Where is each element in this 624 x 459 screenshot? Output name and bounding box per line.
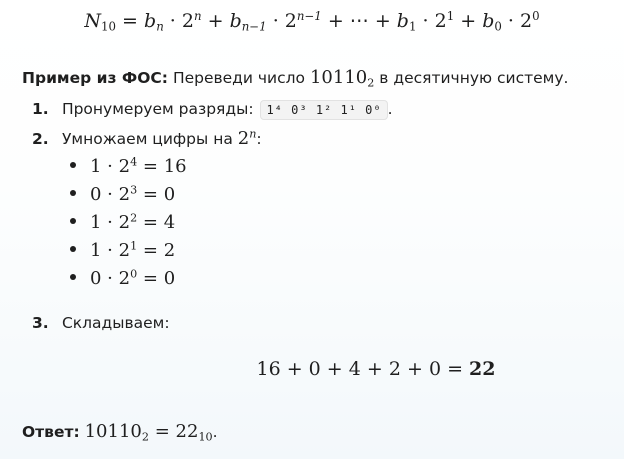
answer-line: Ответ: $10110_2 = 22_{10}$. [22,421,218,444]
formula-lhs: N [84,10,102,32]
bullet-icon [70,162,76,168]
answer-label: Ответ: [22,423,80,441]
example-text-before: Переведи число [172,69,306,87]
step-1: 1. Пронумеруем разряды: 1⁴ 0³ 1² 1¹ 0⁰ . [32,100,393,118]
example-text-after: в десятичную систему. [379,69,569,87]
general-formula: $N_{10} = b_n \cdot 2^n + b_{n-1} \cdot 2^{n-1}$ + ⋯ + $b_1 \cdot 2^1 + b_0 \cdot 2^0$ [84,8,540,34]
example-number: $10110_2$ [309,67,375,90]
answer-equation: $10110_2 = 22_{10}$ [84,421,213,444]
list-item: $1 \cdot 2^2 = 4$ [70,212,175,233]
digit-positions-code: 1⁴ 0³ 1² 1¹ 0⁰ [260,100,387,120]
example-label: Пример из ФОС: [22,69,168,87]
step-3: 3. Складываем: [32,314,170,332]
list-item: $0 \cdot 2^3 = 0$ [70,184,175,205]
step-2: 2. Умножаем цифры на 2$^n$: [32,127,262,149]
bullet-icon [70,246,76,252]
list-item: $1 \cdot 2^1 = 2$ [70,240,175,261]
sum-result: 22 [469,358,496,380]
example-statement [22,67,568,88]
list-item: $0 \cdot 2^0 = 0$ [70,268,175,289]
list-item: $1 \cdot 2^4 = 16$ [70,156,187,177]
bullet-icon [70,218,76,224]
bullet-icon [70,274,76,280]
bullet-icon [70,190,76,196]
sum-equation: 16 + 0 + 4 + 2 + 0 = 22 [256,358,496,380]
